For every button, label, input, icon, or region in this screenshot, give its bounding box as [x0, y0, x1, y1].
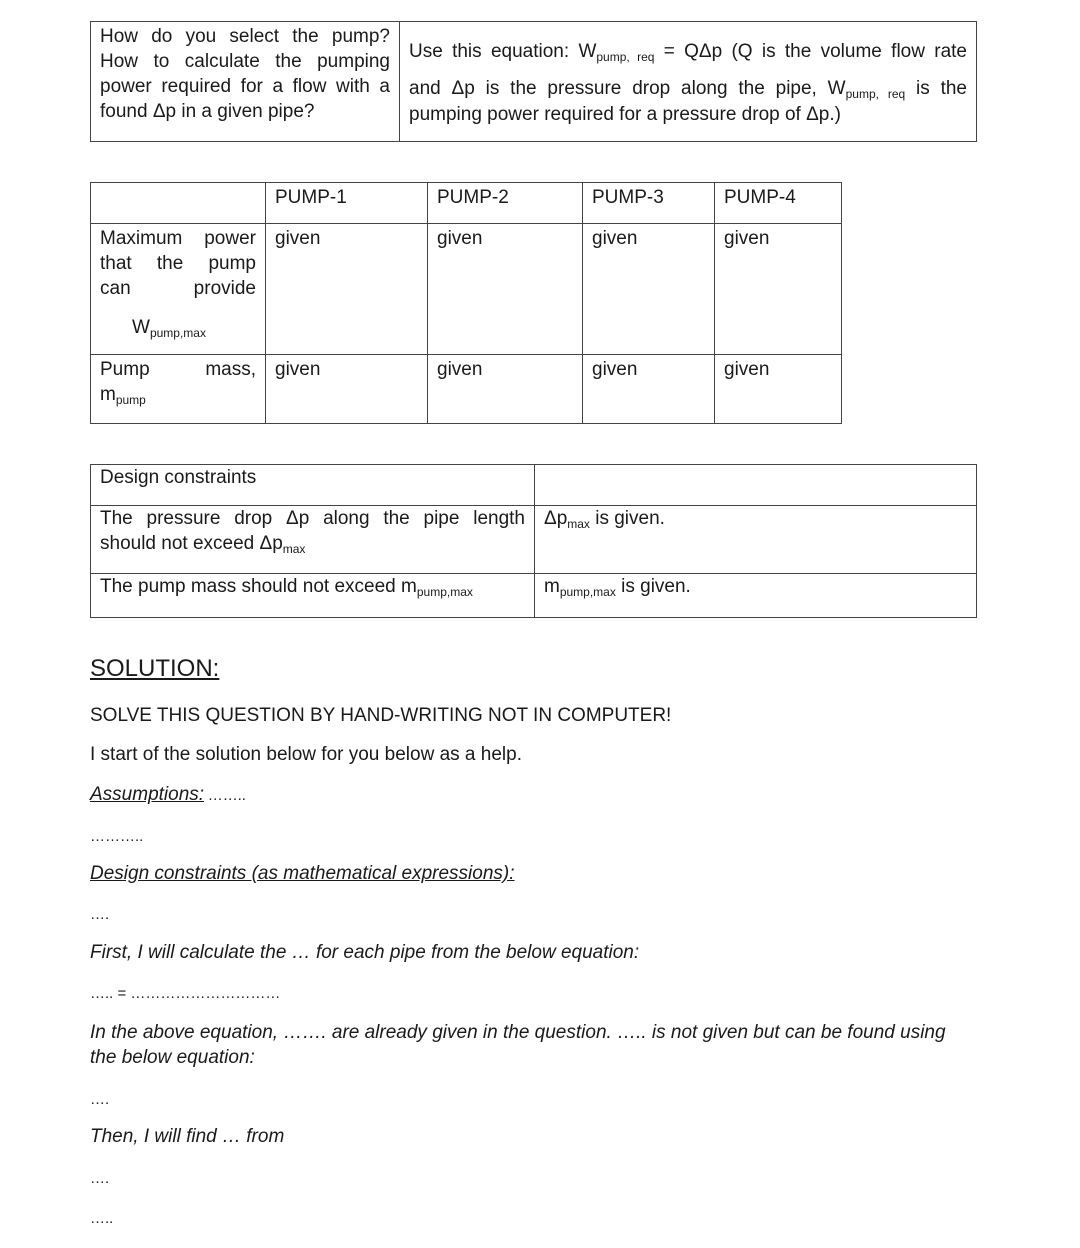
above-equation-text: In the above equation, ……. are already given in the question. ….. is not given but can be found using — [90, 1022, 946, 1043]
placeholder-dots: …. — [90, 1170, 110, 1187]
constraint-value-text: is given. — [589, 508, 665, 529]
pump-mass-symbol-sub: pump — [115, 393, 146, 407]
answer-eq-rest: = QΔp (Q is the volume flow rate — [654, 41, 967, 62]
constraint-value-cell — [535, 506, 977, 574]
placeholder-dots: ……….. — [90, 828, 144, 845]
placeholder-dots: …. — [90, 906, 110, 923]
answer-cell — [400, 22, 977, 142]
table-cell: given — [428, 355, 583, 424]
pump-header-empty — [91, 183, 266, 224]
pump-mass-label-b: mass, — [205, 359, 256, 380]
pump-mass-label-cell — [91, 355, 266, 424]
answer-eq-sub: pump, req — [596, 50, 655, 64]
first-step-text: First, I will calculate the … for each pipe from the below equation: — [90, 942, 640, 963]
constraint-symbol: Δp — [544, 508, 568, 529]
pump-mass-symbol-main: m — [100, 384, 116, 405]
constraint-value-text: is given. — [615, 576, 691, 597]
max-power-label-line: can provide — [100, 278, 256, 299]
max-power-symbol — [100, 315, 256, 340]
constraint-value-cell — [535, 574, 977, 618]
constraint-sub: pump,max — [416, 585, 473, 599]
table-cell: given — [583, 224, 715, 355]
answer-line2-prefix: and Δp is the pressure drop along the pipe, W — [409, 78, 846, 99]
max-power-symbol-sub: pump,max — [149, 326, 206, 340]
pump-header: PUMP-4 — [715, 183, 842, 224]
pump-mass-label — [100, 357, 256, 382]
table-cell: given — [715, 355, 842, 424]
pump-header: PUMP-3 — [583, 183, 715, 224]
constraint-sub: max — [282, 542, 306, 556]
constraint-symbol-sub: pump,max — [559, 585, 616, 599]
table-cell: given — [715, 224, 842, 355]
max-power-label-line: Maximum power — [100, 228, 256, 249]
constraint-text: should not exceed Δp — [100, 533, 283, 554]
table-cell: given — [266, 355, 428, 424]
pump-mass-symbol — [100, 382, 256, 407]
table-cell: given — [266, 224, 428, 355]
assumptions-dots: …….. — [204, 787, 247, 804]
question-line: power required for a flow with a — [100, 76, 390, 97]
question-line: How do you select the pump? — [100, 26, 390, 47]
max-power-label-line: that the pump — [100, 253, 256, 274]
constraint-text-cell — [91, 574, 535, 618]
assumptions-line — [90, 784, 247, 806]
intro-text: I start of the solution below for you below as a help. — [90, 744, 522, 765]
pump-mass-label-a: Pump — [100, 359, 150, 380]
answer-line-2 — [409, 75, 967, 103]
above-equation-text-2: the below equation: — [90, 1047, 255, 1068]
answer-line-1 — [409, 36, 967, 68]
answer-line2-rest: is the — [905, 78, 967, 99]
constraints-header: Design constraints — [91, 465, 535, 506]
constraint-line — [100, 531, 525, 556]
pump-header: PUMP-1 — [266, 183, 428, 224]
constraints-header-empty — [535, 465, 977, 506]
max-power-symbol-main: W — [132, 317, 150, 338]
instruction-text: SOLVE THIS QUESTION BY HAND-WRITING NOT IN COMPUTER! — [90, 705, 672, 726]
constraint-line: The pressure drop Δp along the pipe length — [100, 508, 525, 529]
equation-placeholder: ….. = ………………………… — [90, 985, 281, 1002]
answer-line2-sub: pump, req — [845, 87, 906, 101]
constraints-table — [90, 464, 977, 618]
table-cell: given — [583, 355, 715, 424]
max-power-label-cell — [91, 224, 266, 355]
solution-heading: SOLUTION: — [90, 655, 220, 682]
constraint-text: The pump mass should not exceed m — [100, 576, 417, 597]
constraint-symbol: m — [544, 576, 560, 597]
question-line: How to calculate the pumping — [100, 51, 390, 72]
answer-eq-prefix: Use this equation: W — [409, 41, 597, 62]
design-constraints-label: Design constraints (as mathematical expressions): — [90, 863, 515, 884]
placeholder-dots: …. — [90, 1091, 110, 1108]
constraint-text-cell — [91, 506, 535, 574]
table-cell: given — [428, 224, 583, 355]
answer-line-3: pumping power required for a pressure drop of Δp.) — [409, 104, 841, 125]
then-step-text: Then, I will find … from — [90, 1126, 285, 1147]
qa-table — [90, 21, 977, 142]
question-cell — [91, 22, 400, 142]
pump-header: PUMP-2 — [428, 183, 583, 224]
constraint-symbol-sub: max — [567, 517, 590, 531]
placeholder-dots: ….. — [90, 1210, 114, 1227]
question-line: found Δp in a given pipe? — [100, 101, 315, 122]
assumptions-label: Assumptions: — [90, 784, 205, 805]
pump-table — [90, 182, 842, 424]
